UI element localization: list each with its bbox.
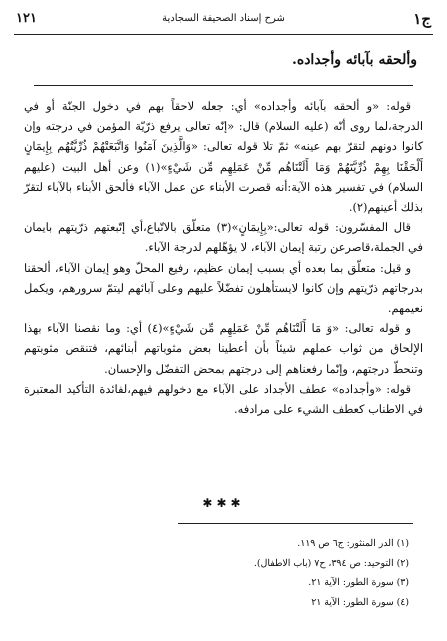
section-separator-stars: ✱✱✱ [202,496,245,510]
section-divider-top [34,85,413,86]
commentary-paragraph: قال المفسّرون: قوله تعالى:«بِإِيمَانٍ»(٣) متعلّق بالاتّباع،أي إتّبعتهم ذرّيتهم بايمان في الجملة،قاصرعن رتبة إيمان الآباء، لا يؤهّلهم لدرجة الآباء. [24,220,423,255]
running-header [14,6,433,35]
commentary-paragraph: و قوله تعالى: «وَ مَا أَلَتْنَاهُم مِّنْ عَمَلِهِم مِّن شَيْءٍ»(٤) أي: وما نقصنا الآباء بهذا الإلحاق من ثواب عملهم شيئاً بأن أعطينا بعض مثوباتهم أبنائهم، فتنقص مثوبتهم وتنحطّ درجتهم، وإنّما رفعناهم إلى درجتهم بمحض التفضّل والإحسان. [24,321,423,376]
book-title: شرح إسناد الصحيفة السجادية [162,13,285,24]
volume-label: ج١ [413,10,431,28]
main-text: وألحقه بآبائه وأجداده. [291,52,417,68]
footnote: (٢) التوحيد: ص ٣٩٤، ح٧ (باب الاطفال). [253,557,409,569]
commentary [24,96,423,419]
footnote: (٣) سورة الطور: الآية ٢١. [308,577,409,588]
footnote: (١) الدر المنثور: ج٦ ص ١١٩. [297,538,409,549]
footnote: (٤) سورة الطور: الآية ٢١ [311,596,409,608]
page-number: ١٢١ [16,11,37,26]
commentary-paragraph: قوله: «و ألحقه بآبائه وأجداده» أي: جعله لاحقاً بهم في دخول الجنّة أو في الدرجة،لما روى أنّه (عليه السلام) قال: «إنّه تعالى يرفع ذرّيّة المؤمن في درجته وإن كانوا دونهم لتقرّ بهم عينه» ثمّ تلا قوله تعالى: «وَالَّذِينَ آمَنُوا وَاتَّبَعَتْهُمْ ذُرِّيَّتُهُم بِإِيمَانٍ أَلْحَقْنَا بِهِمْ ذُرِّيَّتَهُمْ وَمَا أَلَتْنَاهُم مِّنْ عَمَلِهِم مِّن شَيْءٍ»(١) وعن أهل البيت (عليهم السلام) في تفسير هذه الآية:أنه قصرت الأبناء عن عمل الآباء فألحق الأبناء بالآباء لتقرّ بذلك أعينهم(٢). [24,99,423,215]
commentary-paragraph: و قيل: متعلّق بما بعده أي بسبب إيمان عظيم، رفيع المحلّ وهو إيمان الآباء، ألحقنا بدرجاتهم ذرّيتهم وإن كانوا لايستأهلون تفضّلاً عليهم وعلى آبائهم ليتمّ سرورهم، ويكمل نعيمهم. [24,260,423,316]
commentary-paragraph: قوله: «وأجداده» عطف الأجداد على الآباء مع دخولهم فيهم،لفائدة التأكيد المعتبرة في الاطناب كعطف الشيء على مرادفه. [24,381,423,417]
footnote-divider [178,523,413,524]
footnotes [40,534,409,612]
